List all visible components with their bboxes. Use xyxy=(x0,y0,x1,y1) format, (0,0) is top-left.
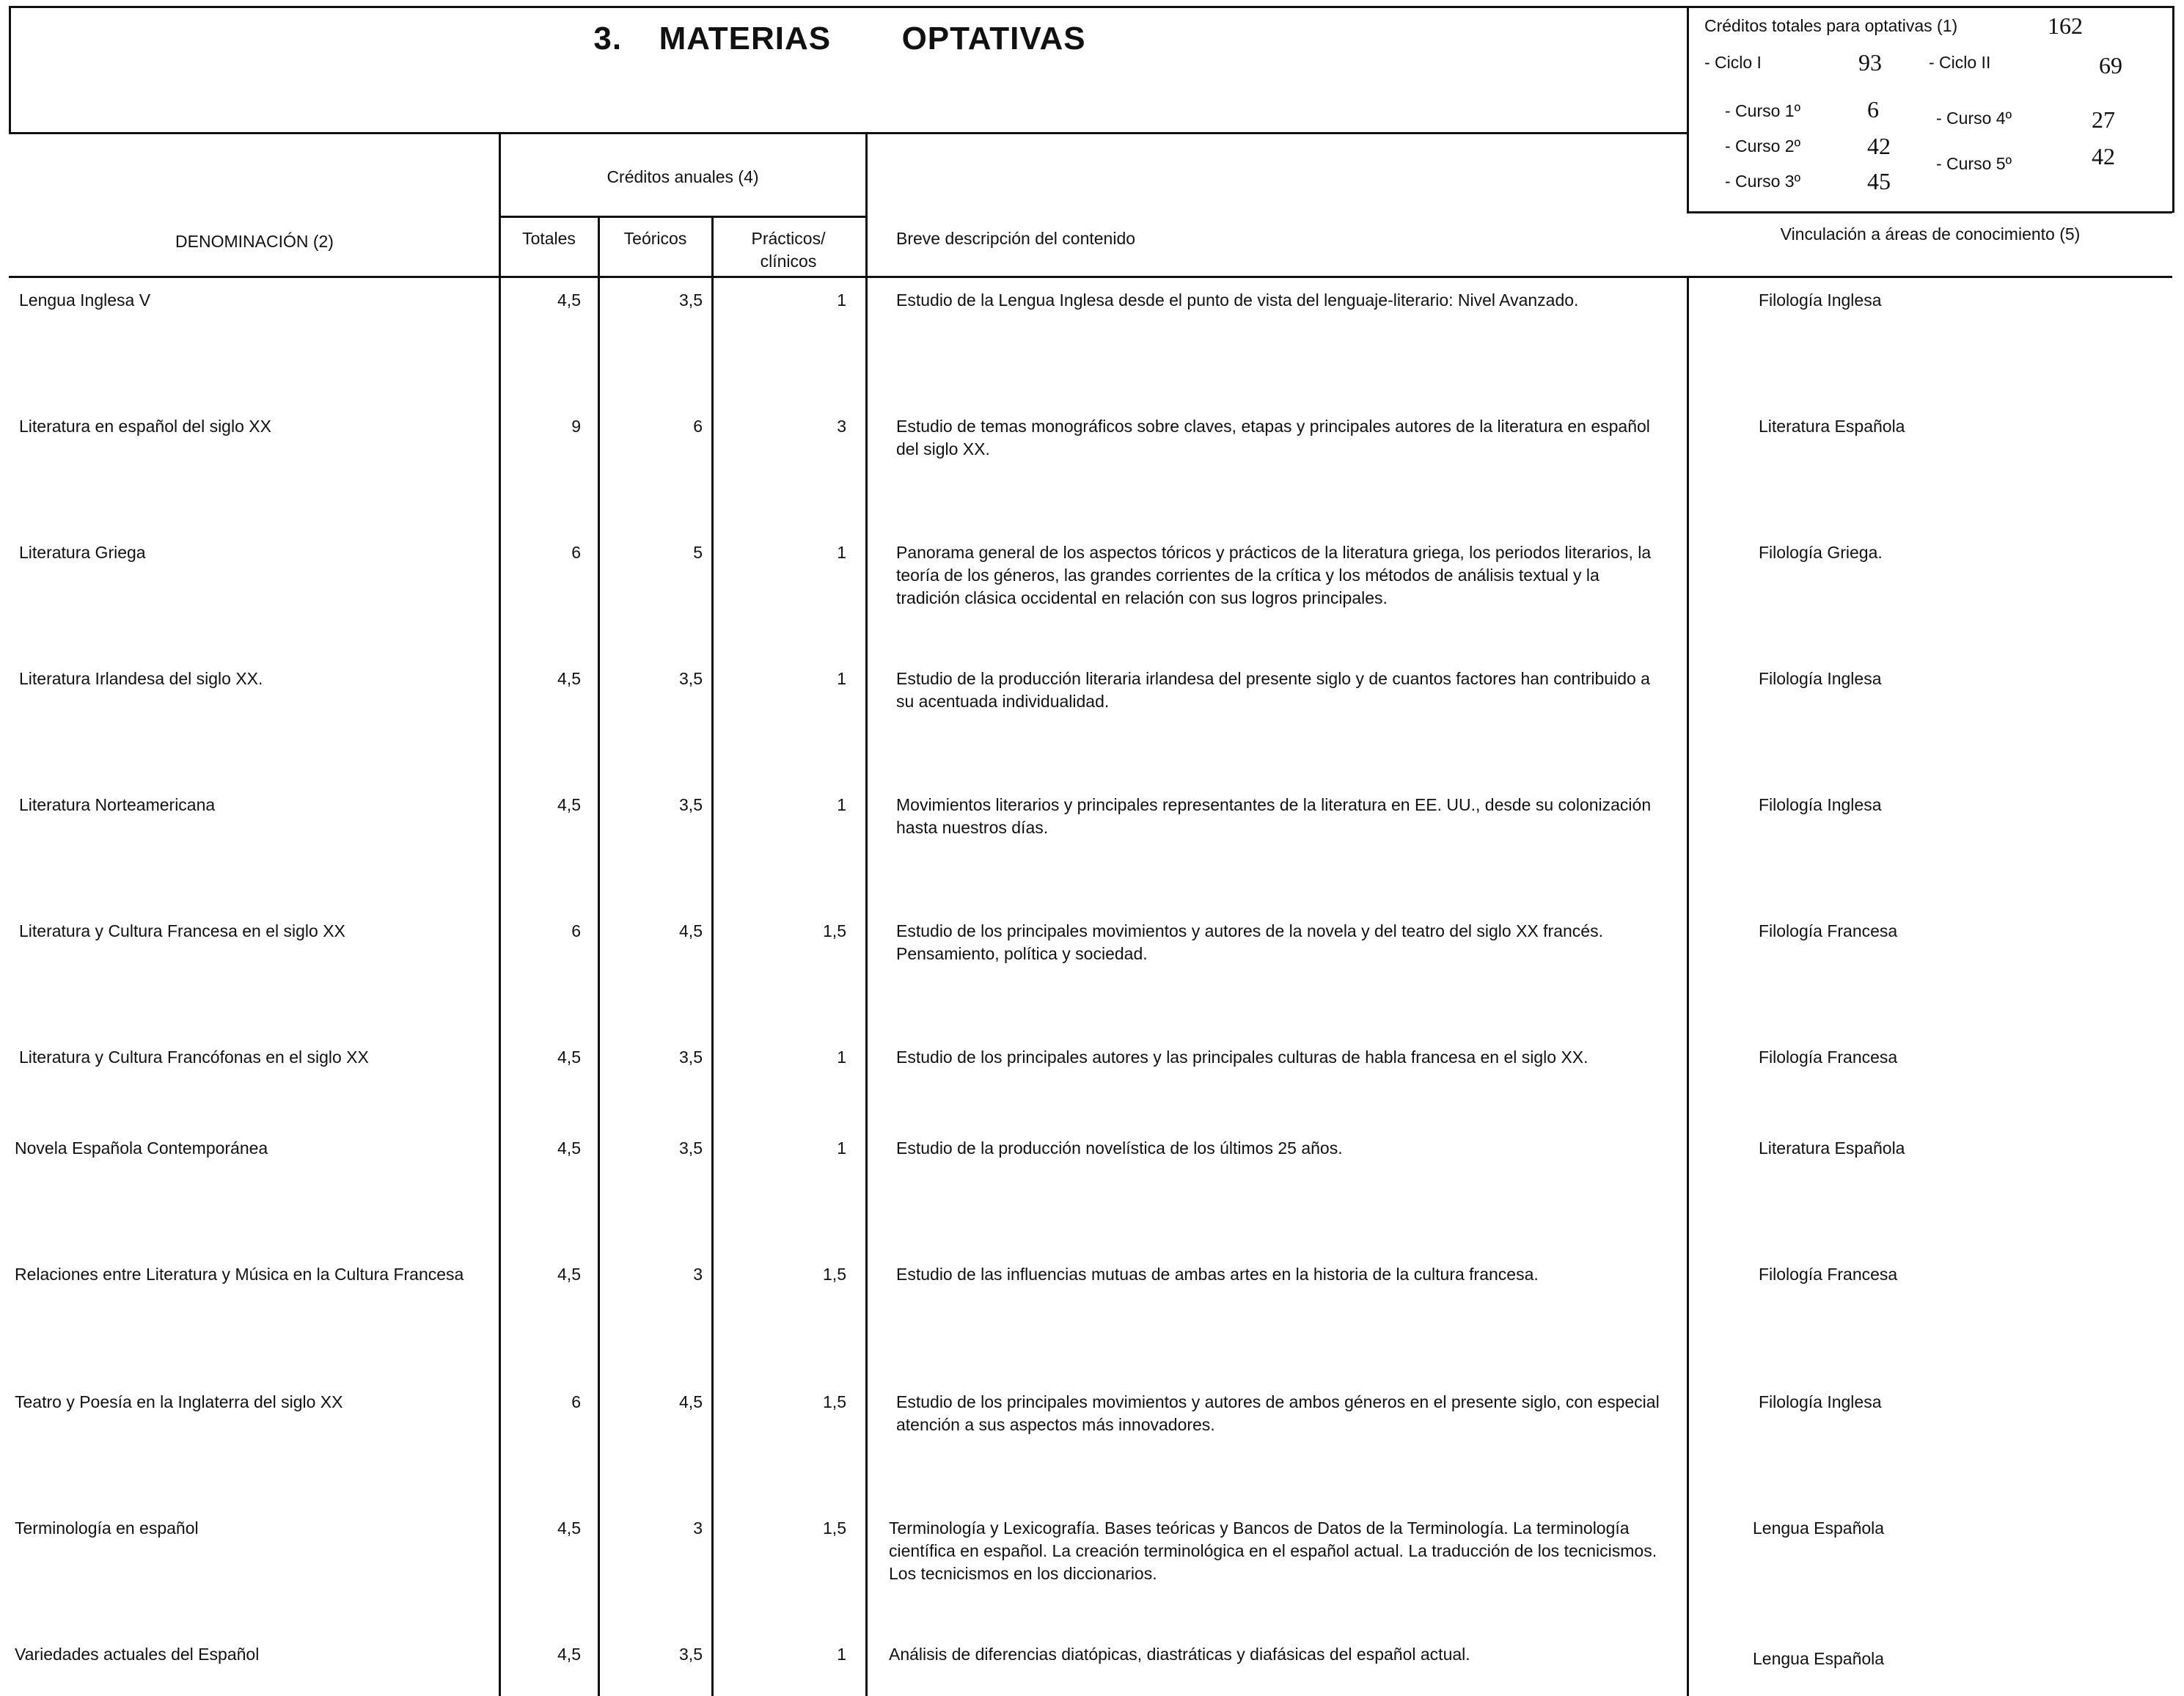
subject-name: Literatura y Cultura Francesa en el siglo XX xyxy=(19,921,345,940)
ciclo1-label: - Ciclo I xyxy=(1704,53,1762,72)
credits-practical: 1 xyxy=(837,1048,846,1067)
top-border xyxy=(9,6,2172,8)
subject-name: Literatura Griega xyxy=(19,543,146,562)
knowledge-area: Filología Inglesa xyxy=(1759,1392,1882,1411)
total-credits-value: 162 xyxy=(2048,12,2083,39)
credits-total: 4,5 xyxy=(557,1138,581,1158)
credits-total: 4,5 xyxy=(557,1265,581,1284)
credits-total: 4,5 xyxy=(557,1518,581,1538)
credits-total: 6 xyxy=(571,543,581,562)
credits-theory: 4,5 xyxy=(679,1392,703,1411)
header-bottom-rule xyxy=(9,276,2172,278)
credits-practical: 1 xyxy=(837,290,846,310)
subject-name: Relaciones entre Literatura y Música en la Cultura Francesa xyxy=(15,1265,464,1284)
credits-theory: 6 xyxy=(693,417,703,436)
table-row xyxy=(0,415,2184,541)
curso4-label: - Curso 4º xyxy=(1936,109,2012,128)
content-description: Panorama general de los aspectos tóricos y prácticos de la literatura griega, los periodos literarios, la teoría de los géneros, las grandes corrientes de la crítica y los métodos de análisis textual y la tradición clásica occidental en relación con sus logros principales. xyxy=(896,543,1652,607)
curso1-value: 6 xyxy=(1867,96,1879,123)
credits-practical: 1,5 xyxy=(823,1265,846,1284)
title-word-1: MATERIAS xyxy=(659,21,832,56)
knowledge-area: Filología Inglesa xyxy=(1759,795,1882,814)
content-description: Estudio de la Lengua Inglesa desde el punto de vista del lenguaje-literario: Nivel Avanzado. xyxy=(896,290,1579,310)
ciclo2-value: 69 xyxy=(2099,52,2122,78)
content-description: Estudio de las influencias mutuas de ambas artes en la historia de la cultura francesa. xyxy=(896,1265,1539,1284)
credits-total: 9 xyxy=(571,417,581,436)
knowledge-area: Filología Francesa xyxy=(1759,1265,1898,1284)
credits-total: 4,5 xyxy=(557,1645,581,1664)
curso4-value: 27 xyxy=(2092,106,2115,133)
header-descripcion: Breve descripción del contenido xyxy=(896,229,1136,248)
curso2-label: - Curso 2º xyxy=(1725,136,1800,156)
content-description: Análisis de diferencias diatópicas, diastráticas y diafásicas del español actual. xyxy=(889,1645,1470,1664)
content-description: Estudio de temas monográficos sobre claves, etapas y principales autores de la literatura en español del siglo XX. xyxy=(896,417,1650,458)
subject-name: Terminología en español xyxy=(15,1518,199,1538)
curso5-label: - Curso 5º xyxy=(1936,154,2012,173)
content-description: Estudio de la producción literaria irlandesa del presente siglo y de cuantos factores han contribuido a su acentuada individualidad. xyxy=(896,669,1650,711)
title-number: 3. xyxy=(593,21,623,56)
knowledge-area: Filología Inglesa xyxy=(1759,290,1882,310)
curso3-value: 45 xyxy=(1867,168,1891,194)
subject-name: Literatura Norteamericana xyxy=(19,795,216,814)
content-description: Estudio de los principales autores y las principales culturas de habla francesa en el siglo XX. xyxy=(896,1048,1588,1067)
title-word-2: OPTATIVAS xyxy=(901,21,1086,56)
knowledge-area: Literatura Española xyxy=(1759,1138,1905,1158)
subject-name: Literatura y Cultura Francófonas en el siglo XX xyxy=(19,1048,369,1067)
ciclo1-value: 93 xyxy=(1858,49,1882,76)
summary-divider xyxy=(1687,6,1689,213)
knowledge-area: Lengua Española xyxy=(1753,1649,1885,1668)
credits-theory: 3,5 xyxy=(679,1138,703,1158)
content-description: Terminología y Lexicografía. Bases teóricas y Bancos de Datos de la Terminología. La terminología científica en español. La creación terminológica en el español actual. La traducción de los tecnicismos. Los tecnicismos en los diccionarios. xyxy=(889,1518,1657,1583)
credits-theory: 3 xyxy=(693,1518,703,1538)
table-row xyxy=(0,920,2184,1046)
header-totales: Totales xyxy=(522,229,576,248)
credits-total: 4,5 xyxy=(557,669,581,688)
knowledge-area: Filología Francesa xyxy=(1759,1048,1898,1067)
right-border xyxy=(2172,6,2174,213)
content-description: Movimientos literarios y principales representantes de la literatura en EE. UU., desde su colonización hasta nuestros días. xyxy=(896,795,1652,837)
credits-theory: 3,5 xyxy=(679,290,703,310)
credits-theory: 4,5 xyxy=(679,921,703,940)
credits-practical: 3 xyxy=(837,417,846,436)
content-description: Estudio de los principales movimientos y autores de la novela y del teatro del siglo XX francés. Pensamiento, política y sociedad. xyxy=(896,921,1603,963)
curso2-value: 42 xyxy=(1867,133,1891,159)
summary-bottom-rule xyxy=(1687,211,2172,213)
curso5-value: 42 xyxy=(2092,143,2115,169)
content-description: Estudio de los principales movimientos y autores de ambos géneros en el presente siglo, con especial atención a sus aspectos más innovadores. xyxy=(896,1392,1660,1434)
subject-name: Lengua Inglesa V xyxy=(19,290,151,310)
header-practicos: Prácticos/ clínicos xyxy=(751,229,826,271)
knowledge-area: Filología Griega. xyxy=(1759,543,1883,562)
table-row xyxy=(0,1137,2184,1263)
header-denominacion: DENOMINACIÓN (2) xyxy=(175,232,334,251)
knowledge-area: Filología Inglesa xyxy=(1759,669,1882,688)
credits-practical: 1 xyxy=(837,669,846,688)
header-vinculacion: Vinculación a áreas de conocimiento (5) xyxy=(1780,224,2081,244)
subject-name: Novela Española Contemporánea xyxy=(15,1138,268,1158)
table-row xyxy=(0,1643,2184,1687)
curso1-label: - Curso 1º xyxy=(1725,101,1800,120)
subject-name: Teatro y Poesía en la Inglaterra del siglo XX xyxy=(15,1392,343,1411)
credits-total: 6 xyxy=(571,921,581,940)
table-row xyxy=(0,1391,2184,1517)
credits-practical: 1 xyxy=(837,795,846,814)
credits-practical: 1,5 xyxy=(823,1518,846,1538)
content-description: Estudio de la producción novelística de los últimos 25 años. xyxy=(896,1138,1343,1158)
credits-theory: 3,5 xyxy=(679,1048,703,1067)
knowledge-area: Filología Francesa xyxy=(1759,921,1898,940)
header-teoricos: Teóricos xyxy=(623,229,687,248)
table-row xyxy=(0,541,2184,668)
subheader-rule xyxy=(499,216,867,218)
subject-name: Literatura en español del siglo XX xyxy=(19,417,271,436)
credits-practical: 1 xyxy=(837,543,846,562)
left-border xyxy=(9,6,11,132)
ciclo2-label: - Ciclo II xyxy=(1929,53,1991,72)
table-row xyxy=(0,1517,2184,1643)
table-row xyxy=(0,289,2184,415)
knowledge-area: Lengua Española xyxy=(1753,1518,1885,1538)
header-top-rule xyxy=(9,132,1687,134)
credits-practical: 1 xyxy=(837,1138,846,1158)
credits-total: 4,5 xyxy=(557,1048,581,1067)
curso3-label: - Curso 3º xyxy=(1725,172,1800,191)
page-title xyxy=(29,21,1650,57)
credits-theory: 3,5 xyxy=(679,1645,703,1664)
credits-theory: 3,5 xyxy=(679,795,703,814)
credits-theory: 5 xyxy=(693,543,703,562)
header-creditos-anuales: Créditos anuales (4) xyxy=(607,167,759,186)
credits-practical: 1,5 xyxy=(823,921,846,940)
credits-theory: 3 xyxy=(693,1265,703,1284)
table-row xyxy=(0,668,2184,794)
knowledge-area: Literatura Española xyxy=(1759,417,1905,436)
credits-total: 4,5 xyxy=(557,290,581,310)
credits-practical: 1,5 xyxy=(823,1392,846,1411)
total-credits-label: Créditos totales para optativas (1) xyxy=(1704,16,1958,35)
table-row xyxy=(0,794,2184,920)
subject-name: Literatura Irlandesa del siglo XX. xyxy=(19,669,263,688)
credits-total: 4,5 xyxy=(557,795,581,814)
table-row xyxy=(0,1263,2184,1389)
credits-total: 6 xyxy=(571,1392,581,1411)
subject-name: Variedades actuales del Español xyxy=(15,1645,260,1664)
credits-theory: 3,5 xyxy=(679,669,703,688)
credits-practical: 1 xyxy=(837,1645,846,1664)
